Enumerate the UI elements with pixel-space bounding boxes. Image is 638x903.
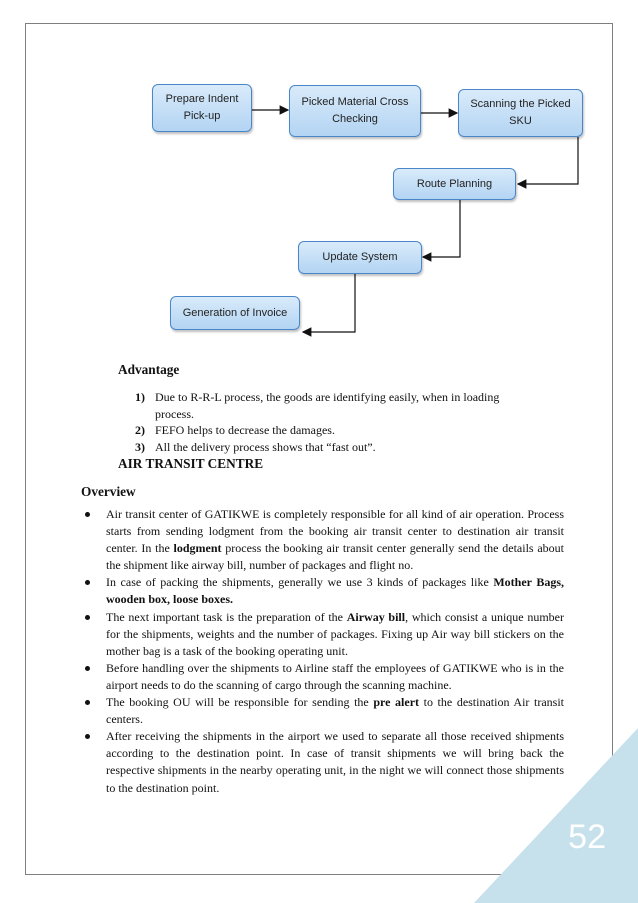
step-label: Scanning the Picked	[470, 98, 571, 110]
flow-step-scanning	[458, 89, 583, 137]
step-label: Pick-up	[183, 110, 221, 122]
list-item: Air transit center of GATIKWE is completely responsible for all kind of air operation. Process starts from sending lodgment from the booking air transit center to destination air transit center. In the lodgment process the booking air transit center generally send the details about the shipment like airway bill, number of packages and flight no.	[82, 506, 564, 574]
step-label: Checking	[332, 113, 378, 125]
list-item: In case of packing the shipments, generally we use 3 kinds of packages like Mother Bags, wooden box, loose boxes.	[82, 574, 564, 608]
step-label: Update System	[322, 251, 398, 263]
advantage-heading: Advantage	[118, 362, 180, 377]
list-item: The next important task is the preparation of the Airway bill, which consist a unique number for the shipments, weights and the number of packages. Fixing up Air way bill stickers on the mother bag is a task of the booking operating unit.	[82, 609, 564, 660]
step-label: Route Planning	[416, 177, 493, 190]
step-label: Prepare Indent	[165, 93, 239, 105]
arrow-4-5	[423, 200, 460, 257]
section-title: AIR TRANSIT CENTRE	[118, 456, 264, 471]
step-label: Generation of Invoice	[182, 306, 288, 319]
arrow-3-4	[518, 137, 578, 184]
list-item: The booking OU will be responsible for sending the pre alert to the destination Air transit centers.	[82, 694, 564, 728]
page-number: 52	[568, 818, 606, 856]
list-item: 1) Due to R-R-L process, the goods are identifying easily, when in loading process.	[135, 390, 500, 421]
flow-step-prepare-indent	[152, 84, 252, 132]
step-label: SKU	[509, 115, 532, 127]
advantage-list	[131, 389, 531, 455]
overview-bullets	[82, 506, 564, 797]
flow-step-cross-checking	[289, 85, 421, 137]
flow-step-route-planning	[393, 168, 516, 200]
step-label: Picked Material Cross	[301, 96, 409, 108]
list-item: After receiving the shipments in the airport we used to separate all those received shipments according to the destination point. In case of transit shipments we will bring back the respective shipments in the nearby operating unit, in the night we will connect those shipments to the destination point.	[82, 728, 564, 796]
overview-heading: Overview	[81, 484, 136, 499]
flow-step-update-system	[298, 241, 422, 274]
arrow-5-6	[303, 274, 355, 332]
list-item: Before handling over the shipments to Airline staff the employees of GATIKWE who is in the airport needs to do the scanning of cargo through the scanning machine.	[82, 660, 564, 694]
list-item: 3) All the delivery process shows that “fast out”.	[135, 439, 376, 454]
list-item: 2) FEFO helps to decrease the damages.	[135, 423, 335, 437]
flow-step-generation-invoice	[170, 296, 300, 330]
